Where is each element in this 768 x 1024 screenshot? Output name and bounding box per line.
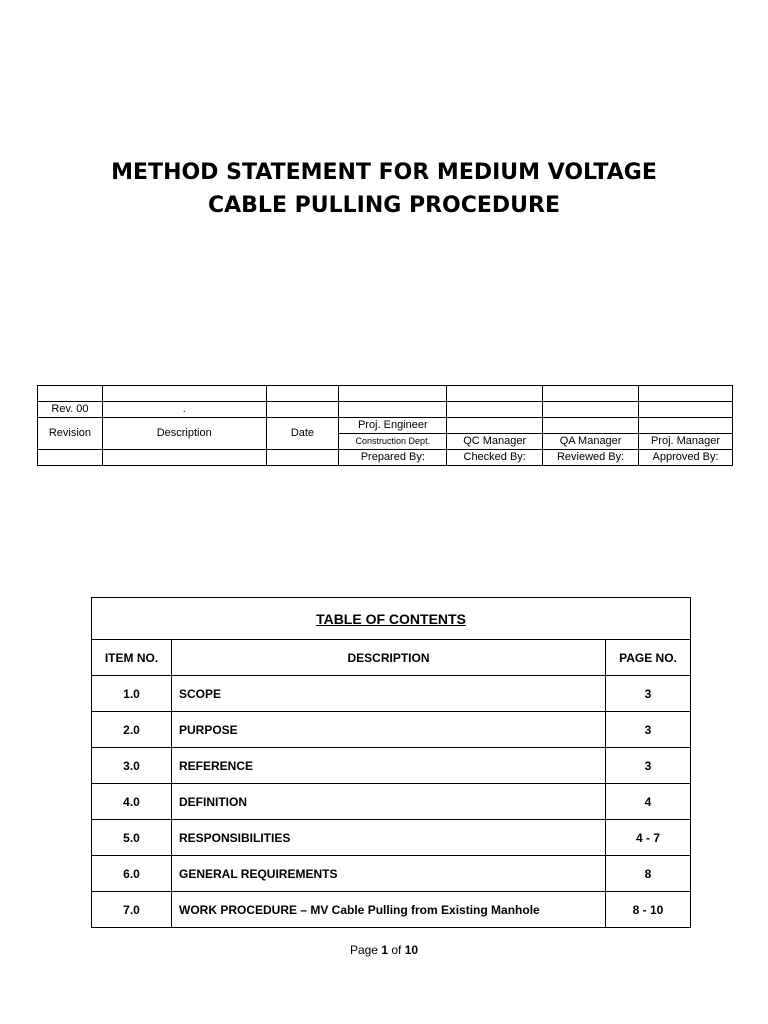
table-of-contents bbox=[91, 597, 691, 928]
toc-title-cell bbox=[92, 598, 691, 640]
revision-table-rev-row bbox=[38, 402, 733, 418]
toc-header-row bbox=[92, 640, 691, 676]
toc-item-number: 4.0 bbox=[92, 784, 172, 820]
description-header: DESCRIPTION bbox=[172, 640, 606, 676]
table-cell bbox=[639, 386, 733, 402]
qa-manager-label: QA Manager bbox=[543, 434, 639, 450]
toc-item-page: 3 bbox=[606, 712, 691, 748]
document-title-line-1: METHOD STATEMENT FOR MEDIUM VOLTAGE bbox=[111, 160, 657, 185]
table-row bbox=[92, 748, 691, 784]
table-cell bbox=[266, 386, 339, 402]
date-label: Date bbox=[266, 418, 339, 450]
revision-table-signoff-row bbox=[38, 450, 733, 466]
table-cell bbox=[447, 402, 543, 418]
revision-table bbox=[37, 385, 733, 466]
toc-item-description: GENERAL REQUIREMENTS bbox=[172, 856, 606, 892]
table-cell bbox=[543, 402, 639, 418]
document-title-line-2: CABLE PULLING PROCEDURE bbox=[207, 193, 561, 218]
table-cell bbox=[639, 402, 733, 418]
table-cell bbox=[38, 386, 103, 402]
revision-table-blank-row bbox=[38, 386, 733, 402]
checked-by-label: Checked By: bbox=[447, 450, 543, 466]
toc-title: TABLE OF CONTENTS bbox=[316, 610, 466, 627]
of-word: of bbox=[391, 943, 402, 957]
reviewed-by-label: Reviewed By: bbox=[543, 450, 639, 466]
description-label: Description bbox=[102, 418, 266, 450]
table-cell bbox=[339, 386, 447, 402]
qc-manager-label: QC Manager bbox=[447, 434, 543, 450]
total-pages: 10 bbox=[404, 943, 419, 957]
table-row bbox=[92, 676, 691, 712]
page-no-header: PAGE NO. bbox=[606, 640, 691, 676]
toc-item-description: REFERENCE bbox=[172, 748, 606, 784]
toc-item-number: 5.0 bbox=[92, 820, 172, 856]
toc-item-page: 8 - 10 bbox=[606, 892, 691, 928]
table-row bbox=[92, 820, 691, 856]
toc-item-description: PURPOSE bbox=[172, 712, 606, 748]
table-cell bbox=[447, 418, 543, 434]
table-row bbox=[92, 856, 691, 892]
item-no-header: ITEM NO. bbox=[92, 640, 172, 676]
table-cell bbox=[102, 386, 266, 402]
approved-by-label: Approved By: bbox=[639, 450, 733, 466]
table-cell bbox=[543, 418, 639, 434]
table-row bbox=[92, 784, 691, 820]
toc-item-number: 3.0 bbox=[92, 748, 172, 784]
revision-label: Revision bbox=[38, 418, 103, 450]
toc-item-page: 4 - 7 bbox=[606, 820, 691, 856]
table-cell bbox=[339, 402, 447, 418]
toc-item-number: 2.0 bbox=[92, 712, 172, 748]
toc-item-page: 8 bbox=[606, 856, 691, 892]
page-word: Page bbox=[349, 943, 378, 957]
revision-table-role-row-1 bbox=[38, 418, 733, 434]
table-row bbox=[92, 712, 691, 748]
table-cell bbox=[266, 450, 339, 466]
toc-item-description: DEFINITION bbox=[172, 784, 606, 820]
toc-item-number: 6.0 bbox=[92, 856, 172, 892]
table-cell bbox=[102, 450, 266, 466]
table-cell bbox=[38, 450, 103, 466]
toc-item-description: WORK PROCEDURE – MV Cable Pulling from Existing Manhole bbox=[172, 892, 606, 928]
table-cell bbox=[447, 386, 543, 402]
construction-dept-label: Construction Dept. bbox=[339, 434, 447, 450]
page-footer bbox=[0, 943, 768, 957]
toc-title-row bbox=[92, 598, 691, 640]
table-cell bbox=[543, 386, 639, 402]
rev-number-cell: Rev. 00 bbox=[38, 402, 103, 418]
toc-item-number: 1.0 bbox=[92, 676, 172, 712]
current-page-number: 1 bbox=[381, 943, 388, 957]
table-cell bbox=[266, 402, 339, 418]
proj-manager-label: Proj. Manager bbox=[639, 434, 733, 450]
prepared-by-label: Prepared By: bbox=[339, 450, 447, 466]
table-row bbox=[92, 892, 691, 928]
toc-item-number: 7.0 bbox=[92, 892, 172, 928]
toc-item-page: 4 bbox=[606, 784, 691, 820]
toc-item-description: RESPONSIBILITIES bbox=[172, 820, 606, 856]
toc-item-page: 3 bbox=[606, 748, 691, 784]
proj-engineer-label: Proj. Engineer bbox=[339, 418, 447, 434]
toc-item-description: SCOPE bbox=[172, 676, 606, 712]
table-cell bbox=[639, 418, 733, 434]
rev-description-cell: . bbox=[102, 402, 266, 418]
toc-item-page: 3 bbox=[606, 676, 691, 712]
